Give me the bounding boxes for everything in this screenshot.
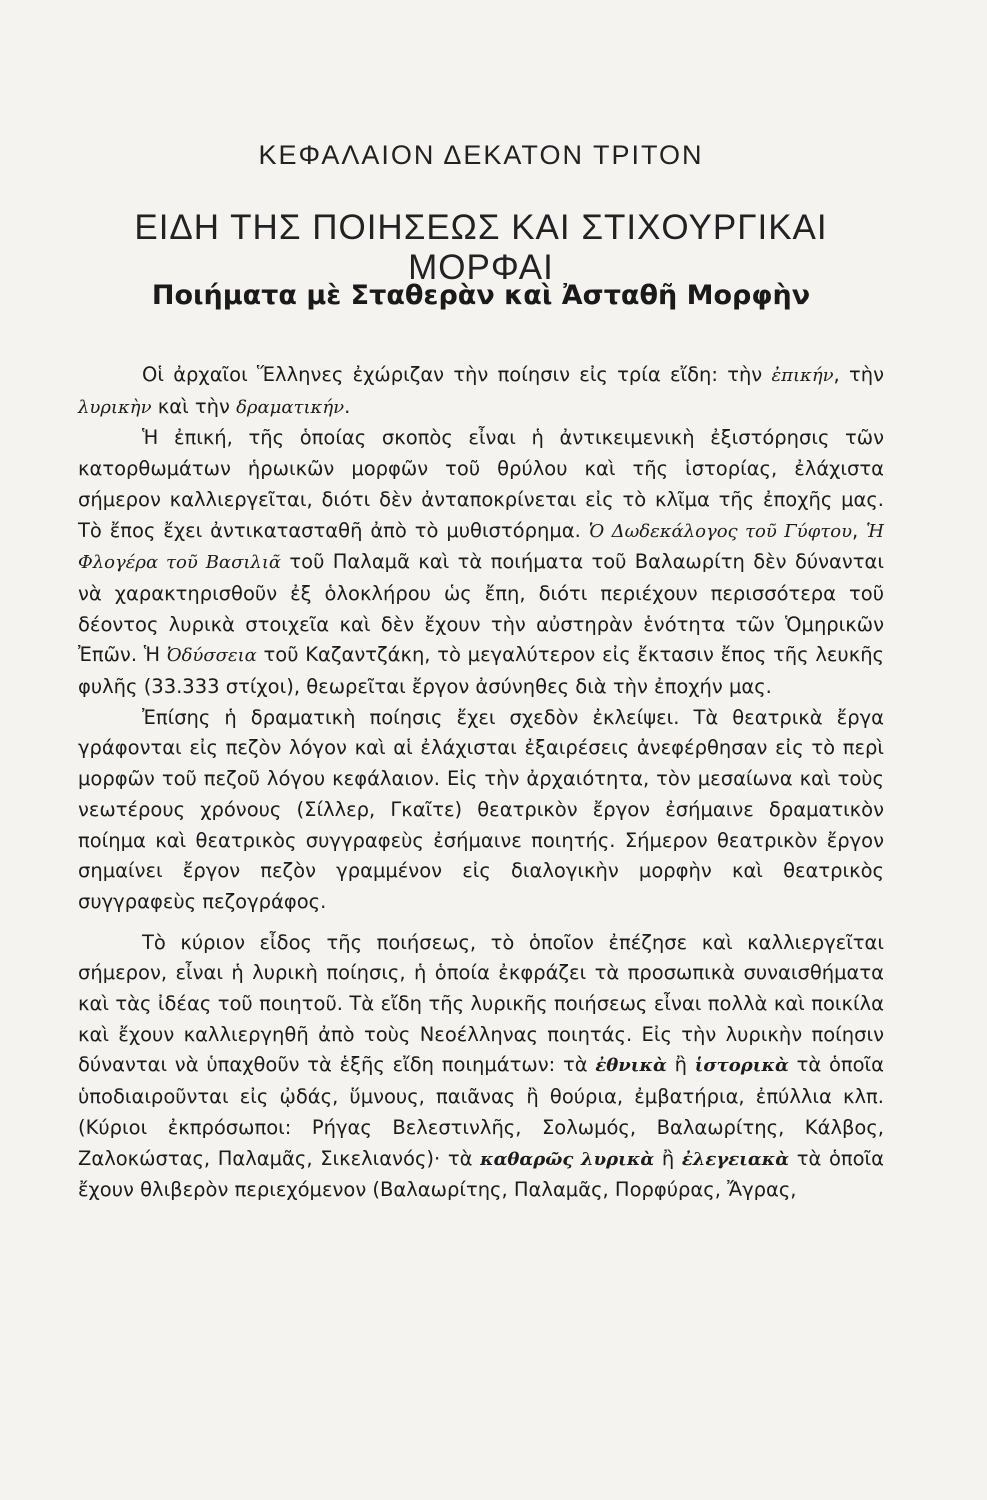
body-text — [78, 360, 884, 1206]
p1-text-4: . — [344, 394, 351, 418]
paragraph-4 — [78, 928, 884, 1206]
chapter-title: ΕΙΔΗ ΤΗΣ ΠΟΙΗΣΕΩΣ ΚΑΙ ΣΤΙΧΟΥΡΓΙΚΑΙ ΜΟΡΦΑΙ — [134, 208, 828, 287]
p2-work-odysseia: Ὀδύσσεια — [166, 645, 257, 667]
p4-text-3: τὰ ὁποῖα ὑποδιαιροῦνται εἰς ᾠδάς, ὕμνους, παιᾶνας ἢ θούρια, ἐμβατήρια, ἐπύλλια κλπ. (Κύριοι ἐκπρόσωποι: Ρήγας Βελεστινλῆς, Σολωμός, Βαλαωρίτης, Κάλβος, Ζαλοκώστας, Παλαμᾶς, Σικελιανός)· τὰ — [78, 1053, 884, 1170]
p1-term-epic: ἐπικήν — [771, 365, 834, 386]
p1-term-lyric: λυρικὴν — [78, 396, 152, 418]
p1-term-dramatic: δραματικήν — [236, 396, 345, 418]
book-page — [78, 0, 884, 1500]
p2-text-4: τοῦ Καζαντζάκη, τὸ μεγαλύτερον εἰς ἔκτασιν ἔπος τῆς λευκῆς φυλῆς (33.333 στίχοι), θεωρεῖται ἔργον ἀσύνηθες διὰ τὴν ἐποχήν μας. — [78, 643, 884, 699]
paragraph-3: Ἐπίσης ἡ δραματικὴ ποίησις ἔχει σχεδὸν ἐκλείψει. Τὰ θεατρικὰ ἔργα γράφονται εἰς πεζὸν λόγον καὶ αἱ ἐλάχισται ἐξαιρέσεις ἀνεφέρθησαν εἰς τὸ περὶ μορφῶν τοῦ πεζοῦ λόγου κεφάλαιον. Εἰς τὴν ἀρχαιότητα, τὸν μεσαίωνα καὶ τοὺς νεωτέρους χρόνους (Σίλλερ, Γκαῖτε) θεατρικὸν ἔργον ἐσήμαινε δραματικὸν ποίημα καὶ θεατρικὸς συγγραφεὺς ἐσήμαινε ποιητής. Σήμερον θεατρικὸν ἔργον σημαίνει ἔργον πεζὸν γραμμένον εἰς διαλογικὴν μορφὴν καὶ θεατρικὸς συγγραφεὺς πεζογράφος. — [78, 705, 884, 913]
chapter-heading: ΚΕΦΑΛΑΙΟΝ ΔΕΚΑΤΟΝ ΤΡΙΤΟΝ — [258, 140, 704, 170]
paragraph-1 — [78, 360, 884, 423]
p2-work-dodekalogos: Ὁ Δωδεκάλογος τοῦ Γύφτου — [588, 520, 853, 542]
p4-term-national: ἐθνικὰ — [595, 1055, 667, 1077]
p2-work-flogera: Ἡ Φλογέρα τοῦ Βασιλιᾶ — [78, 520, 884, 574]
paragraph-2 — [78, 423, 884, 702]
p2-text-3: τοῦ Παλαμᾶ καὶ τὰ ποιήματα τοῦ Βαλαωρίτη δὲν δύνανται νὰ χαρακτηρισθοῦν ἐξ ὁλοκλήρου ὡς ἔπη, διότι περιέχουν περισσότερα τοῦ δέοντος λυρικὰ στοιχεῖα καὶ δὲν ἔχουν τὴν αὐστηρὰν ἑνότητα τῶν Ὁμηρικῶν Ἐπῶν. Ἡ — [78, 550, 884, 667]
p4-text-2: ἢ — [666, 1053, 695, 1077]
p4-text-4: ἢ — [654, 1146, 682, 1170]
p4-text-1: Τὸ κύριον εἶδος τῆς ποιήσεως, τὸ ὁποῖον ἐπέζησε καὶ καλλιεργεῖται σήμερον, εἶναι ἡ λυρικὴ ποίησις, ἡ ὁποία ἐκφράζει τὰ προσωπικὰ συναισθήματα καὶ τὰς ἰδέας τοῦ ποιητοῦ. Τὰ εἴδη τῆς λυρικῆς ποιήσεως εἶναι πολλὰ καὶ ποικίλα καὶ ἔχουν καλλιεργηθῆ ἀπὸ τοὺς Νεοέλληνας ποιητάς. Εἰς τὴν λυρικὴν ποίησιν δύνανται νὰ ὑπαχθοῦν τὰ ἑξῆς εἴδη ποιημάτων: τὰ — [78, 930, 884, 1077]
p4-term-elegiac: ἐλεγειακὰ — [681, 1148, 790, 1170]
p1-text-1: Οἱ ἀρχαῖοι Ἕλληνες ἐχώριζαν τὴν ποίησιν εἰς τρία εἴδη: τὴν — [142, 363, 772, 386]
p2-text-1: Ἡ ἐπική, τῆς ὁποίας σκοπὸς εἶναι ἡ ἀντικειμενικὴ ἐξιστόρησις τῶν κατορθωμάτων ἡρωικῶν μορφῶν τοῦ θρύλου καὶ τῆς ἱστορίας, ἐλάχιστα σήμερον καλλιεργεῖται, διότι δὲν ἀνταποκρίνεται εἰς τὸ κλῖμα τῆς ἐποχῆς μας. Τὸ ἔπος ἔχει ἀντικατασταθῆ ἀπὸ τὸ μυθιστόρημα. — [78, 426, 884, 542]
p1-text-3: καὶ τὴν — [151, 394, 237, 418]
p4-term-purely-lyric: καθαρῶς λυρικὰ — [480, 1148, 655, 1170]
p4-text-5: τὰ ὁποῖα ἔχουν θλιβερὸν περιεχόμενον (Βαλαωρίτης, Παλαμᾶς, Πορφύρας, Ἄγρας, — [78, 1146, 884, 1202]
p2-text-2: , — [852, 518, 867, 542]
section-subtitle: Ποιήματα μὲ Σταθερὰν καὶ Ἀσταθῆ Μορφὴν — [151, 280, 811, 311]
p4-term-historical: ἱστορικὰ — [694, 1055, 789, 1077]
p1-text-2: , τὴν — [833, 363, 884, 386]
